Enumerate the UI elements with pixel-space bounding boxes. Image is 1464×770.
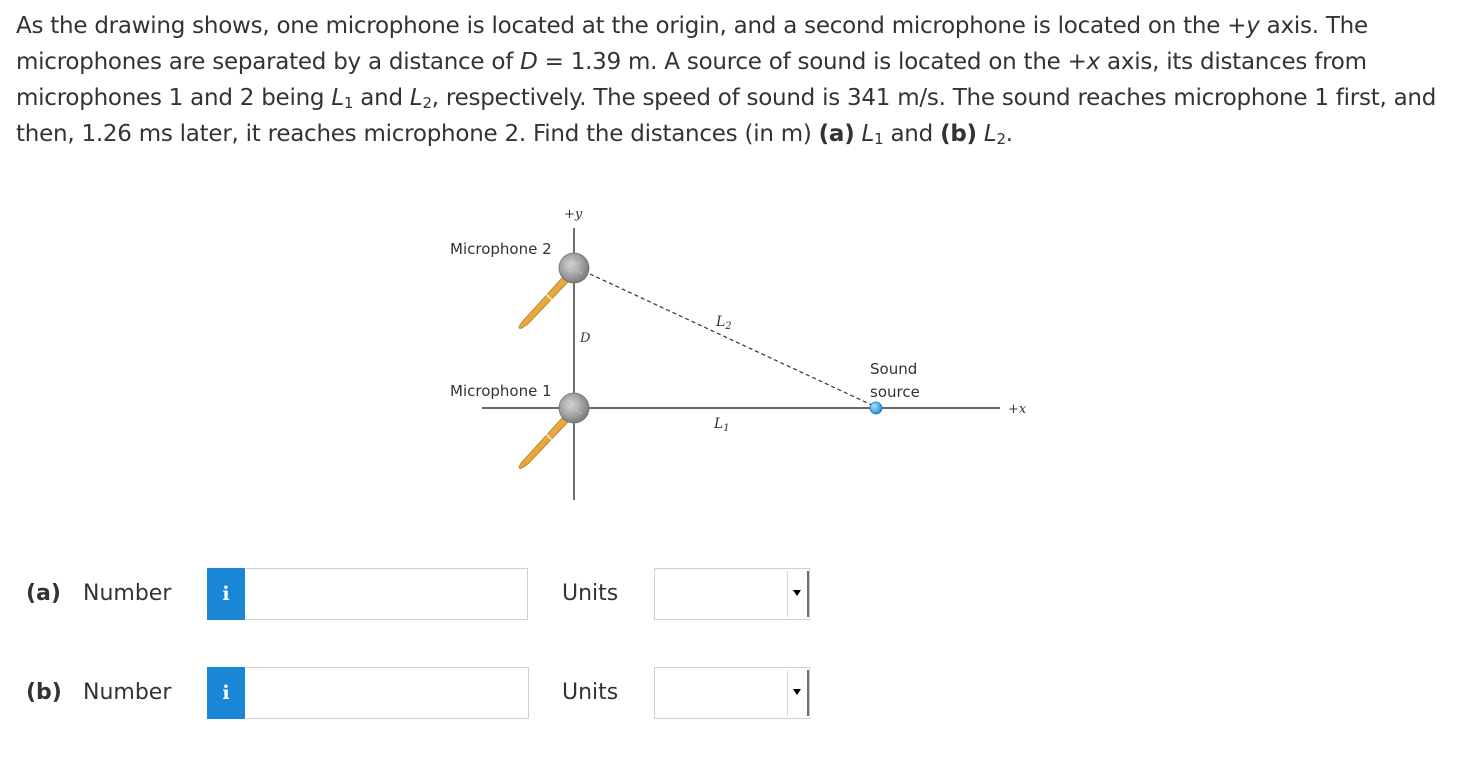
info-icon-a[interactable]: i bbox=[207, 568, 245, 620]
units-dropdown-a[interactable] bbox=[654, 568, 810, 620]
sound-source-icon bbox=[870, 402, 882, 414]
L2-line bbox=[590, 274, 874, 406]
sound-source-label-line2: source bbox=[870, 383, 920, 401]
units-dropdown-toggle-b[interactable] bbox=[787, 670, 809, 716]
microphone-2-label: Microphone 2 bbox=[450, 240, 552, 258]
microphone-1-label: Microphone 1 bbox=[450, 382, 552, 400]
x-axis-label: +x bbox=[1008, 402, 1027, 417]
answer-row-a bbox=[0, 568, 1464, 620]
part-a-label: (a) bbox=[26, 581, 61, 606]
part-b-label: (b) bbox=[26, 680, 62, 705]
problem-statement: As the drawing shows, one microphone is located at the origin, and a second microphone is located on the +y axis. The microphones are separated by a distance of D = 1.39 m. A source of sound is located on the +x axis, its distances from microphones 1 and 2 being $L_1$ and $L_2$, respectively. The speed of sound is 341 m/s. The sound reaches microphone 1 first, and then, 1.26 ms later, it reaches microphone 2. Find the distances (in m) (a) $L_1$ and (b) $L_2$. bbox=[16, 13, 1437, 148]
y-axis-label: +y bbox=[564, 207, 583, 222]
diagram-svg bbox=[400, 190, 1060, 510]
D-label: D bbox=[580, 331, 591, 346]
number-input-b[interactable] bbox=[246, 667, 529, 719]
sound-source-label-line1: Sound bbox=[870, 360, 918, 378]
info-icon-b[interactable]: i bbox=[207, 667, 245, 719]
units-label-b: Units bbox=[562, 680, 619, 705]
number-label-a: Number bbox=[83, 581, 172, 606]
microphone-diagram bbox=[400, 190, 1060, 510]
number-label-b: Number bbox=[83, 680, 172, 705]
chevron-down-icon bbox=[793, 689, 801, 695]
L2-label: $L_2$ bbox=[716, 314, 732, 332]
chevron-down-icon bbox=[793, 590, 801, 596]
units-dropdown-b[interactable] bbox=[654, 667, 810, 719]
microphone-2-icon bbox=[519, 253, 589, 328]
answer-row-b bbox=[0, 667, 1464, 719]
microphone-1-icon bbox=[519, 393, 589, 468]
units-label-a: Units bbox=[562, 581, 619, 606]
units-dropdown-toggle-a[interactable] bbox=[787, 571, 809, 617]
L1-label: $L_1$ bbox=[714, 416, 730, 434]
number-input-a[interactable] bbox=[246, 568, 528, 620]
